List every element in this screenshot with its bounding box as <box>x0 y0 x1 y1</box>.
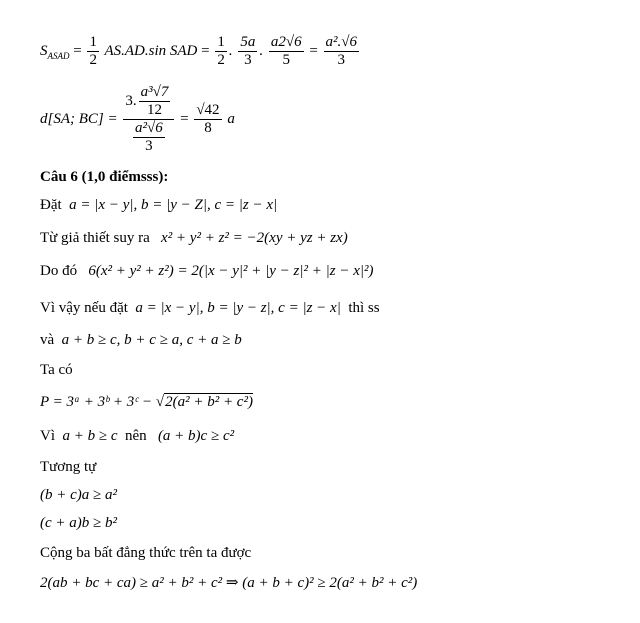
line-math: a = |x − y|, b = |y − Z|, c = |z − x| <box>69 197 278 213</box>
sqrt-radicand: 2(a² + b² + c²) <box>165 394 253 410</box>
line-math: a = |x − y|, b = |y − z|, c = |z − x| <box>135 300 341 316</box>
frac-den: 3 <box>145 138 153 154</box>
area-lhs: S <box>40 42 48 59</box>
line-prefix: Vì vậy nếu đặt <box>40 300 128 316</box>
fraction-den-inner <box>133 120 165 155</box>
fraction-5a-3 <box>238 34 257 69</box>
line-therefore <box>40 262 373 280</box>
line-ineq-b: (c + a)b ≥ b² <box>40 515 117 531</box>
frac-den: 3 <box>337 52 346 68</box>
frac-num: 5a <box>240 34 256 50</box>
eq-sign: = <box>73 42 82 59</box>
frac-num: a³√7 <box>140 84 169 100</box>
area-angle: SAD <box>169 42 198 59</box>
line-math: a + b ≥ c <box>62 428 118 444</box>
frac-num: 1 <box>217 34 225 50</box>
frac-num: a²√6 <box>135 120 163 136</box>
fraction-half-2 <box>215 34 227 69</box>
frac-den: 2 <box>217 52 225 68</box>
eq-sign: = <box>309 42 318 59</box>
complex-denominator <box>129 120 169 155</box>
line-sum-three: Cộng ba bất đẳng thức trên ta được <box>40 545 252 561</box>
question-heading: Câu 6 (1,0 điểmsss): <box>40 169 169 185</box>
frac-den: 8 <box>204 120 212 136</box>
frac-num: a².√6 <box>325 34 358 50</box>
frac-num: a2√6 <box>270 34 302 50</box>
fraction-complex <box>123 84 174 155</box>
frac-den: 12 <box>146 102 162 118</box>
frac-den: 3 <box>244 52 252 68</box>
line-ineq-a: (b + c)a ≥ a² <box>40 487 117 503</box>
line-prefix: Vì <box>40 428 55 444</box>
eq-sign: = <box>180 110 189 127</box>
frac-den: 5 <box>282 52 290 68</box>
frac-num: √42 <box>196 102 220 118</box>
line-p-formula <box>40 393 253 411</box>
line-suffix: thì ss <box>348 300 380 316</box>
p-lhs: P = 3ᵃ + 3ᵇ + 3ᶜ − <box>40 394 153 410</box>
line-prefix: và <box>40 332 55 348</box>
fraction-a2sqrt6-5 <box>269 34 304 69</box>
sqrt-sign: √ <box>155 394 165 410</box>
line-set-abc <box>40 196 277 214</box>
formula-area: $S_{ASAD}$ = $\frac{1}{2}$ AS.AD.sin SAD = $\frac{1}{2}$ . $\frac{5a}{3}$ . $\frac{a2√6}{5}$ = $\frac{\text{a².√6}}{3}$ <box>40 34 358 68</box>
area-mid: AS.AD.sin <box>104 42 167 59</box>
frac-den: 2 <box>89 52 97 68</box>
line-prefix: Từ giả thiết suy ra <box>40 230 150 246</box>
line-math: x² + y² + z² = −2(xy + yz + zx) <box>161 230 348 246</box>
line-triangle-ineq <box>40 331 242 349</box>
line-prefix: Đặt <box>40 197 62 213</box>
line-math: 6(x² + y² + z²) = 2(|x − y|² + |y − z|² + |z − x|²) <box>88 263 374 279</box>
line-prefix: Do đó <box>40 263 78 279</box>
area-lhs-sub: ASAD <box>47 50 70 61</box>
fraction-sqrt42-8 <box>194 102 221 137</box>
formula-distance <box>40 84 235 155</box>
fraction-result <box>324 34 359 69</box>
line-because <box>40 427 234 445</box>
line-so-set <box>40 299 380 317</box>
frac-num: 1 <box>89 34 97 50</box>
distance-tail: a <box>227 110 235 127</box>
line-math: (a + b)c ≥ c² <box>157 428 235 444</box>
line-we-have: Ta có <box>40 362 73 378</box>
line-final: 2(ab + bc + ca) ≥ a² + b² + c² ⇒ (a + b + c)² ≥ 2(a² + b² + c²) <box>40 575 418 591</box>
eq-sign: = <box>201 42 210 59</box>
line-middle: nên <box>125 428 147 444</box>
fraction-half <box>87 34 99 69</box>
line-hypothesis <box>40 229 348 247</box>
fraction-inner <box>139 84 171 119</box>
line-math: a + b ≥ c, b + c ≥ a, c + a ≥ b <box>61 332 242 348</box>
distance-lhs: d[SA; BC] = <box>40 110 118 127</box>
num-coef: 3. <box>125 92 137 109</box>
complex-numerator <box>123 84 174 120</box>
line-similarly: Tương tự <box>40 459 97 475</box>
